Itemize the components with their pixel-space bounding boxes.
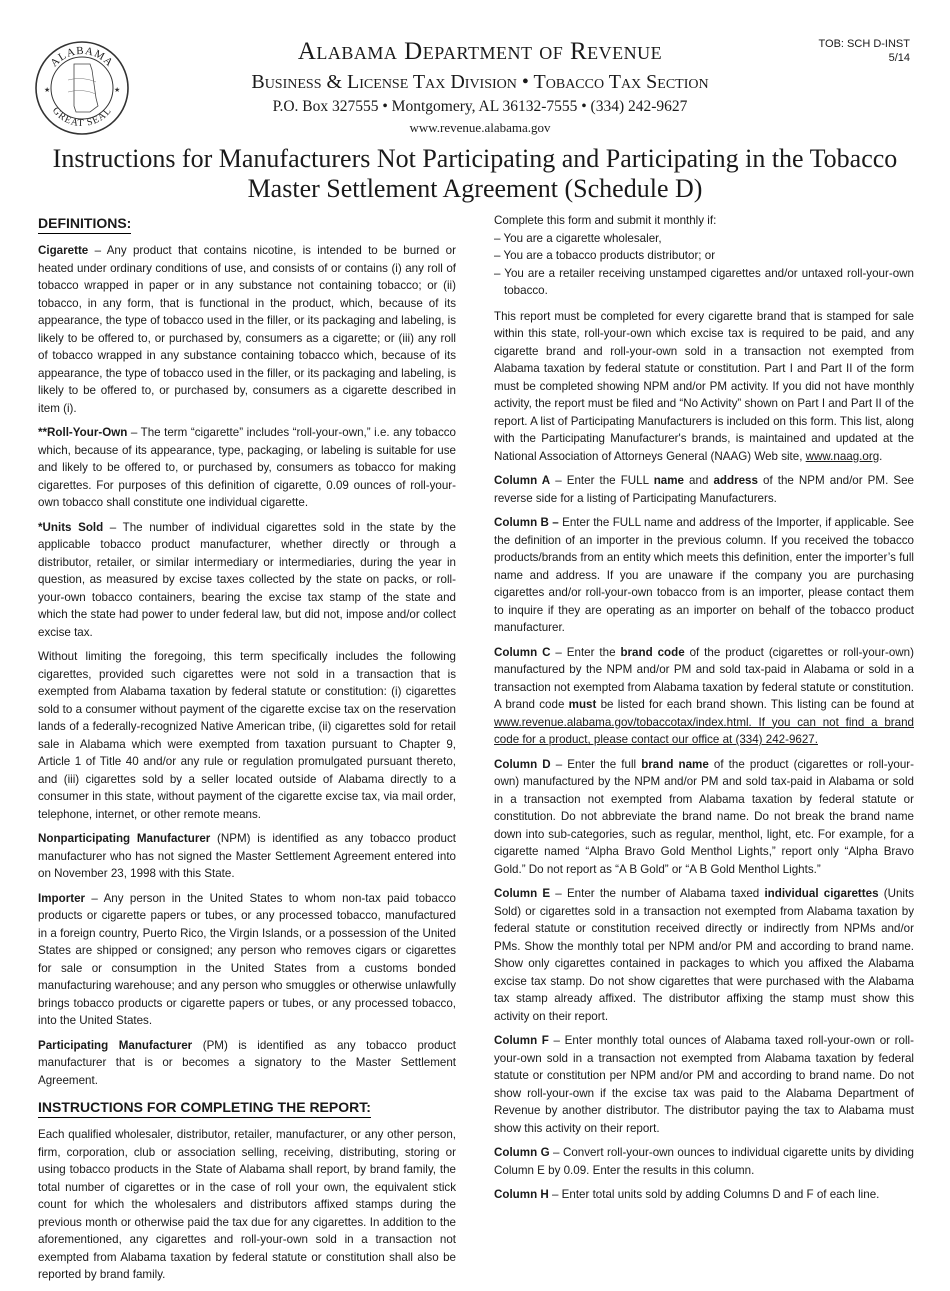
left-column	[38, 212, 456, 1291]
svg-text:GREAT SEAL	[50, 105, 114, 129]
submit-intro: Complete this form and submit it monthly if:	[494, 214, 717, 227]
column-d-instructions: Column D – Enter the full brand name of the product (cigarettes or roll-your-own) manufactured by the NPM and/or PM and sold tax-paid in Alabama or sold in a transaction not exempted from Alabama taxation by federal statute or constitution. Do not abbreviate the brand name. Do not break the brand name down into sub-categories, such as regular, menthol, light, etc. For example, for a cigarette named “Alpha Bravo Gold Menthol Lights,” report only “Alpha Bravo Gold.” Do not report as “A B Gold” or “A B Gold Menthol Lights.”	[494, 757, 914, 876]
list-item: – You are a cigarette wholesaler,	[494, 231, 662, 245]
department-name: Alabama Department of Revenue	[297, 38, 663, 65]
seal-top-text: ALABAMA	[48, 44, 116, 70]
units-sold-limitation: Without limiting the foregoing, this term specifically includes the following cigarettes, provided such cigarettes were not sold in a transaction that is exempted from Alabama taxation by federal statute or constitution: (i) cigarettes sold to a consumer without payment of the cigarette excise tax on the reservation lands of a federally-recognized Native American tribe, (ii) cigarettes sold for retail sale in Alabama which were exempted from taxation pursuant to Chapter 9, Article 1 of Title 40 and/or any rule or regulation promulgated pursuant thereto, and (iii) cigarettes sold by a seller located outside of Alabama directly to a consumer in this state, without payment of the cigarette excise tax, via mail order, telephone, internet, or other remote means.	[38, 650, 456, 821]
mailing-address: P.O. Box 327555 • Montgomery, AL 36132-7555 • (334) 242-9627	[272, 98, 688, 115]
right-column	[494, 212, 914, 1211]
form-code: TOB: SCH D-INST	[818, 38, 910, 50]
column-g-instructions: Column G – Convert roll-your-own ounces to individual cigarette units by dividing Column E by 0.09. Enter the results in this column.	[494, 1146, 914, 1177]
brand-code-link[interactable]: www.revenue.alabama.gov/tobaccotax/index.html. If you can not find a brand code for a product, please contact our office at (334) 242-9627.	[494, 715, 914, 746]
instructions-heading: INSTRUCTIONS FOR COMPLETING THE REPORT:	[38, 1098, 371, 1118]
svg-text:★: ★	[114, 87, 121, 94]
column-b-instructions: Column B – Enter the FULL name and address of the Importer, if applicable. See the definition of an importer in the previous column. If you received the tobacco products/brands from an entity which meets this definition, enter the importer’s full name and address. If you are unaware if the company you are purchasing cigarettes and/or roll-your-own tobacco from is an importer, please contact them to inquire if they are operating as an importer on behalf of the tobacco product manufacturer.	[494, 516, 914, 634]
svg-text:★: ★	[44, 87, 51, 94]
naag-link[interactable]: www.naag.org	[805, 449, 880, 463]
definition-roll-your-own: **Roll-Your-Own – The term “cigarette” includes “roll-your-own,” i.e. any tobacco which, because of its appearance, type, packaging, or labeling is suitable for use and likely to be offered to, or purchased by, consumers as tobacco for making cigarettes. For purposes of this definition of cigarette, 0.09 ounces of roll-your-own tobacco shall constitute one individual cigarette.	[38, 426, 456, 509]
website-link[interactable]: www.revenue.alabama.gov	[409, 120, 551, 135]
column-h-instructions: Column H – Enter total units sold by adding Columns D and F of each line.	[494, 1188, 880, 1201]
report-requirements: This report must be completed for every cigarette brand that is stamped for sale within this state, roll-your-own which excise tax is required to be paid, and any cigarette brand and roll-your-own sold in a transaction not exempted from Alabama taxation by federal statute or constitution. Part I and Part II of the form must be completed showing NPM and/or PM activity. If you did not have monthly activity, the report must be filed and “No Activity” shown on Part I and Part II of the report. A list of Participating Manufacturers is included on this form. This list, along with the Participating Manufacturer's brands, is maintained and updated at the National Association of Attorneys General (NAAG) Web site, www.naag.org.	[494, 309, 914, 463]
list-item: – You are a retailer receiving unstamped cigarettes and/or untaxed roll-your-own tobacco.	[494, 266, 914, 297]
definition-units-sold: *Units Sold – The number of individual cigarettes sold in the state by the applicable tobacco product manufacturer, whether directly or through a distributor, retailer, or similar intermediary or intermediaries, during the year in question, as measured by excise taxes collected by the state on packs, or roll-your-own tobacco containers, bearing the excise tax stamp of the state and which the state had power to under federal law, but did not, impose and/or collect excise tax.	[38, 520, 457, 639]
division-name: Business & License Tax Division • Tobacco Tax Section	[251, 71, 709, 93]
seal-bottom-text: GREAT SEAL	[49, 105, 115, 130]
column-e-instructions: Column E – Enter the number of Alabama taxed individual cigarettes (Units Sold) or cigarettes sold in a transaction not exempted from Alabama taxation by federal statute or constitution received directly or indirectly from NPMs and/or PMs. Show the monthly total per NPM and/or PM and according to brand name. Show only cigarettes contained in packages to which you affixed the Alabama excise tax stamp. Do not show cigarettes that were purchased with the Alabama tax stamp already affixed. The distributor affixing the stamp must show this activity on their report.	[494, 887, 915, 1023]
instructions-text: Each qualified wholesaler, distributor, retailer, manufacturer, or any other person, firm, corporation, club or association selling, receiving, distributing, storing or using tobacco products in the State of Alabama shall report, by brand family, the total number of cigarettes or in the case of roll your own, the equivalent stick count for which the wholesalers and distributors affixed stamps during the previous month or otherwise paid the tax due for any cigarettes. In addition to the aforementioned, any cigarettes and roll-your-own sold in a transaction not exempted from Alabama taxation by federal statute or constitution shall also be reported by brand family.	[38, 1128, 456, 1281]
page-title: Instructions for Manufacturers Not Participating and Participating in the Tobacco Master Settlement Agreement (Schedule D)	[52, 144, 898, 203]
form-date: 5/14	[888, 52, 910, 64]
definitions-heading: DEFINITIONS:	[38, 214, 131, 234]
definition-importer: Importer – Any person in the United States to whom non-tax paid tobacco products or cigarette papers or tubes, or any processed tobacco, manufactured in a foreign country, Puerto Rico, the Virgin Islands, or a possession of the United States are shipped or consigned; any person who removes cigars or cigarettes for sale or consumption in the United States from a customs bonded manufacturing warehouse; and any person who smuggles or otherwise unlawfully brings tobacco products or cigarette papers or tubes, or any processed tobacco, into the United States.	[38, 891, 456, 1027]
column-c-instructions: Column C – Enter the brand code of the product (cigarettes or roll-your-own) manufactured by the NPM and/or PM and sold tax-paid in Alabama or sold in a transaction not exempted from Alabama taxation by federal statute or constitution. A brand code must be listed for each brand shown. This listing can be found at www.revenue.alabama.gov/tobaccotax/index.html. If you can not find a brand code for a product, please contact our office at (334) 242-9627.	[494, 645, 914, 746]
form-identifier	[819, 37, 910, 65]
submit-conditions-list	[494, 230, 914, 300]
column-a-instructions: Column A – Enter the FULL name and address of the NPM and/or PM. See reverse side for a listing of Participating Manufacturers.	[494, 474, 914, 505]
list-item: – You are a tobacco products distributor; or	[494, 249, 716, 262]
alabama-great-seal	[34, 40, 130, 136]
definition-pm: Participating Manufacturer (PM) is identified as any tobacco product manufacturer that is or becomes a signatory to the Master Settlement Agreement.	[38, 1038, 456, 1087]
definition-npm: Nonparticipating Manufacturer (NPM) is identified as any tobacco product manufacturer who has not signed the Master Settlement Agreement entered into on November 23, 1998 with this State.	[38, 832, 456, 880]
letterhead	[140, 38, 820, 137]
definition-cigarette: Cigarette – Any product that contains nicotine, is intended to be burned or heated under ordinary conditions of use, and consists of or contains (i) any roll of tobacco wrapped in paper or in any substance not containing tobacco; or (ii) tobacco, in any form, that is functional in the product, which, because of its appearance, the type of tobacco used in the filler, or its packaging and labeling, is likely to be offered to, or purchased by, consumers as a cigarette; or (iii) any roll of tobacco wrapped in any substance containing tobacco which, because of its appearance, the type of tobacco used in the filler, or its packaging and labeling, is likely to be offered to, or purchased by, consumers as a cigarette described in item (i).	[38, 244, 456, 415]
column-f-instructions: Column F – Enter monthly total ounces of Alabama taxed roll-your-own or roll-your-own sold in a transaction not exempted from Alabama taxation by federal statute or constitution per NPM and/or PM and according to brand name. Do not show roll-your-own if the excise tax was paid to the Alabama Department of Revenue by another distributor. The distributor paying the tax to Alabama must show this activity on their report.	[494, 1034, 914, 1135]
